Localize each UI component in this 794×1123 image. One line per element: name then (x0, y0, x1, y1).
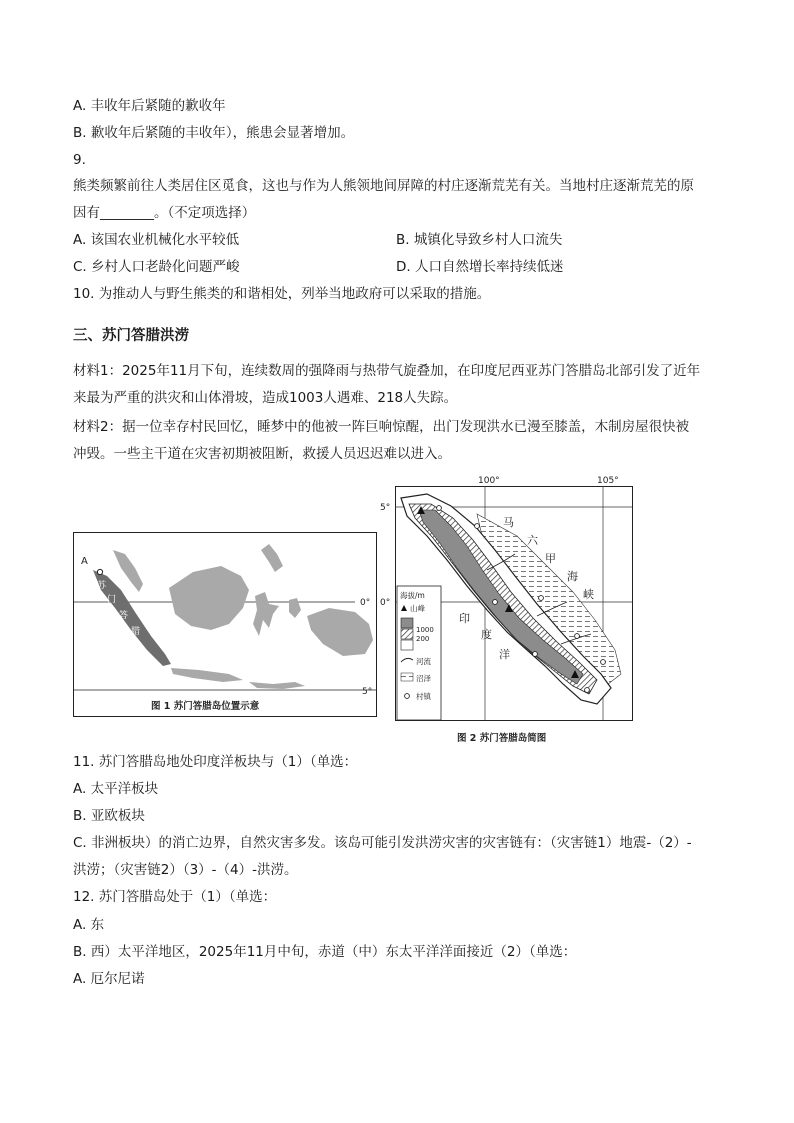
q11-option-c-line2: 洪涝；（灾害链2）（3）-（4）-洪涝。 (73, 862, 298, 878)
q9-stem-line2: 因有________。（不定项选择） (73, 205, 256, 221)
figure-1-caption: 图 1 苏门答腊岛位置示意 (151, 701, 260, 712)
q11-option-a: A. 太平洋板块 (73, 781, 159, 797)
strait-label-char-4: 海 (567, 570, 578, 583)
legend-mid-swatch (401, 629, 413, 639)
town-marker (601, 660, 606, 665)
figure-1-svg (73, 532, 381, 717)
town-marker (585, 688, 590, 693)
legend-high-swatch (401, 618, 413, 628)
legend-1000-label: 1000 (416, 626, 434, 634)
q8-option-a: A. 丰收年后紧随的歉收年 (73, 98, 226, 114)
material-1-line1: 材料1：2025年11月下旬，连续数周的强降雨与热带气旋叠加，在印度尼西亚苏门答腊岛北部引发了近年 (73, 363, 701, 379)
q12-stem: 12. 苏门答腊岛处于（1）（单选： (73, 889, 277, 905)
q9-option-a: A. 该国农业机械化水平较低 (73, 232, 240, 248)
figure-2-svg (377, 474, 639, 750)
q9-number: 9. (73, 152, 86, 168)
q9-stem-line1: 熊类频繁前往人类居住区觅食，这也与作为人熊领地间屏障的村庄逐渐荒芜有关。当地村庄逐渐荒芜的原 (73, 178, 694, 194)
strait-label-char-2: 六 (527, 534, 538, 547)
sumatra-label-char-2: 门 (107, 595, 117, 605)
q10-text: 10. 为推动人与野生熊类的和谐相处，列举当地政府可以采取的措施。 (73, 286, 491, 302)
strait-label-char-3: 甲 (545, 552, 556, 565)
lat-0-label: 0° (380, 598, 391, 608)
latitude-5s-label: 5° (362, 687, 373, 697)
figure-2-sumatra-map (377, 474, 639, 754)
legend-town-icon (405, 694, 410, 699)
town-marker (539, 596, 544, 601)
ocean-label-char-2: 度 (481, 628, 492, 641)
figure-2-caption: 图 2 苏门答腊岛简图 (457, 733, 547, 744)
sumatra-label-char-1: 苏 (97, 581, 107, 591)
ocean-label-char-3: 洋 (499, 648, 510, 661)
legend-peak-label: 山峰 (410, 604, 425, 613)
lat-5-label: 5° (380, 503, 391, 513)
town-marker (493, 600, 498, 605)
map-legend (397, 586, 441, 720)
q12-option-b: B. 西）太平洋地区，2025年11月中旬，赤道（中）东太平洋洋面接近（2）（单选： (73, 944, 577, 960)
point-a-marker (97, 569, 102, 574)
q8-option-b: B. 歉收年后紧随的丰收年），熊患会显著增加。 (73, 125, 355, 141)
material-1-line2: 来最为严重的洪灾和山体滑坡，造成1003人遇难、218人失踪。 (73, 390, 458, 406)
lon-100-label: 100° (478, 476, 500, 486)
strait-label-char-1: 马 (503, 516, 514, 529)
town-marker (575, 634, 580, 639)
q11-stem: 11. 苏门答腊岛地处印度洋板块与（1）（单选： (73, 754, 358, 770)
ocean-label-char-1: 印 (459, 612, 470, 625)
legend-low-swatch (401, 640, 413, 650)
q9-option-c: C. 乡村人口老龄化问题严峻 (73, 259, 240, 275)
q12-option-a-second: A. 厄尔尼诺 (73, 971, 145, 987)
point-a-label: A (81, 556, 88, 567)
material-2-line2: 冲毁。一些主干道在灾害初期被阻断，救援人员迟迟难以进入。 (73, 446, 451, 462)
legend-town-label: 村镇 (416, 692, 431, 701)
material-2-line1: 材料2：据一位幸存村民回忆，睡梦中的他被一阵巨响惊醒，出门发现洪水已漫至膝盖，木制房屋很快被 (73, 419, 690, 435)
legend-200-label: 200 (416, 635, 430, 643)
legend-title: 海拔/m (400, 591, 425, 600)
q9-option-d: D. 人口自然增长率持续低迷 (396, 259, 564, 275)
legend-swamp-label: 沼泽 (416, 674, 431, 683)
q11-option-c-line1: C. 非洲板块）的消亡边界，自然灾害多发。该岛可能引发洪涝灾害的灾害链有：（灾害链1）地震-（2）- (73, 835, 692, 851)
section-3-heading: 三、苏门答腊洪涝 (73, 328, 189, 344)
figure-1-location-map (73, 532, 381, 721)
town-marker (437, 506, 442, 511)
lon-105-label: 105° (597, 476, 619, 486)
strait-label-char-5: 峡 (583, 588, 594, 601)
q9-option-b: B. 城镇化导致乡村人口流失 (396, 232, 563, 248)
sumatra-label-char-3: 答 (119, 611, 129, 621)
q11-option-b: B. 亚欧板块 (73, 808, 145, 824)
legend-river-label: 河流 (416, 657, 431, 666)
town-marker (475, 524, 480, 529)
q12-option-a: A. 东 (73, 917, 105, 933)
sumatra-label-char-4: 腊 (131, 627, 141, 637)
legend-swamp-swatch (401, 673, 413, 681)
equator-label: 0° (360, 598, 371, 608)
town-marker (533, 652, 538, 657)
